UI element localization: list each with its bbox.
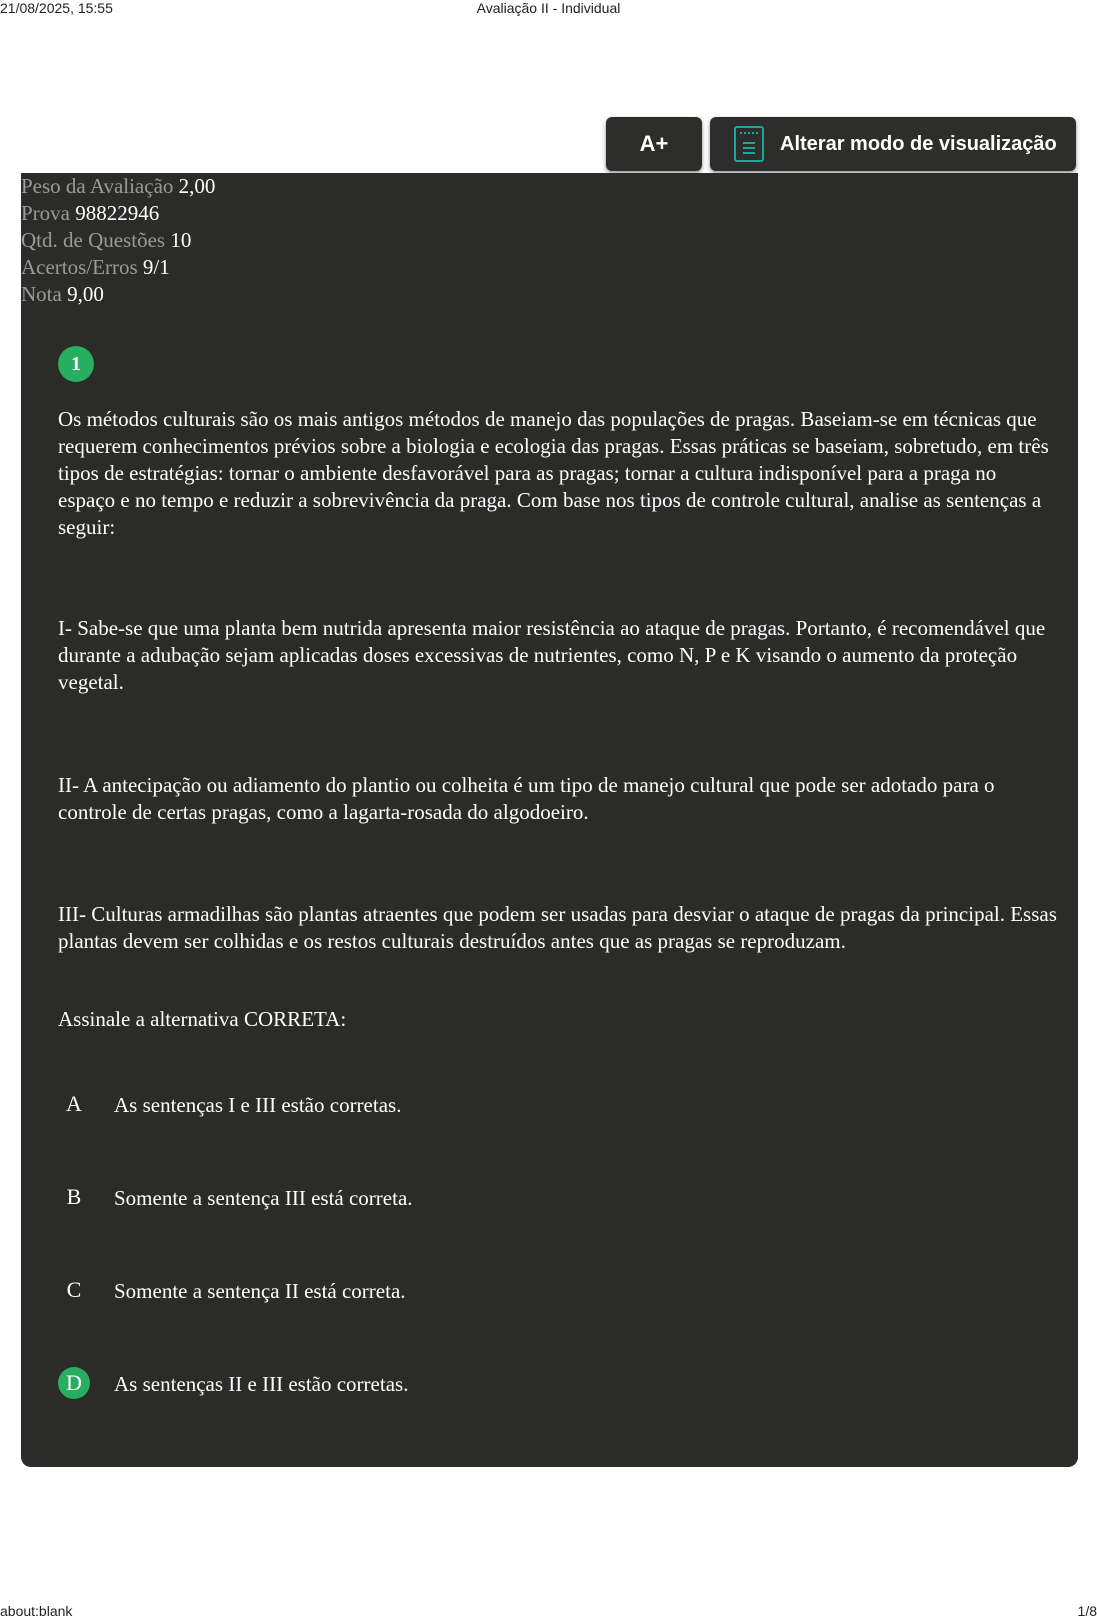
question-intro: Os métodos culturais são os mais antigos métodos de manejo das populações de pragas. Baseiam-se em técnicas que requerem conhecimentos prévios sobre a biologia e ecologia das pragas. Essas práticas se baseiam, sobretudo, em três tipos de estratégias: tornar o ambiente desfavorável para as pragas; tornar a cultura indisponível para a praga no espaço e no tempo e reduzir a sobrevivência da praga. Com base nos tipos de controle cultural, analise as sentenças a seguir: [58,407,1049,539]
option-d[interactable] [58,1367,1058,1407]
option-c[interactable] [58,1274,1058,1314]
exam-info-panel [21,173,1078,308]
view-mode-label: Alterar modo de visualização [780,132,1057,155]
print-page-number: 1/8 [1077,1603,1097,1619]
info-row [21,200,1078,227]
info-row [21,173,1078,200]
option-letter: B [66,1184,82,1209]
info-row [21,281,1078,308]
info-value: 9,00 [67,282,104,306]
option-b[interactable] [58,1181,1058,1221]
question-prompt: Assinale a alternativa CORRETA: [58,1007,347,1031]
option-text: As sentenças II e III estão corretas. [114,1372,409,1396]
info-row [21,227,1078,254]
info-label: Prova [21,201,70,225]
option-text: Somente a sentença III está correta. [114,1186,413,1210]
option-text: As sentenças I e III estão corretas. [114,1093,402,1117]
document-icon [734,126,764,162]
print-datetime: 21/08/2025, 15:55 [0,0,113,16]
increase-font-button[interactable]: A+ [606,117,702,171]
statement-ii: II- A antecipação ou adiamento do plantio ou colheita é um tipo de manejo cultural que pode ser adotado para o controle de certas pragas, como a lagarta-rosada do algodoeiro. [58,773,995,824]
info-value: 98822946 [75,201,160,225]
option-a[interactable] [58,1088,1058,1128]
print-header [0,0,1097,18]
option-letter: C [66,1277,82,1302]
info-value: 10 [170,228,192,252]
statement-i: I- Sabe-se que uma planta bem nutrida apresenta maior resistência ao ataque de pragas. Portanto, é recomendável que durante a adubação sejam aplicadas doses excessivas de nutrientes, como N, P e K visando o aumento da proteção vegetal. [58,616,1046,694]
question-number-badge: 1 [58,346,94,382]
print-url: about:blank [0,1603,73,1619]
print-footer [0,1603,1097,1621]
option-letter: A [66,1091,82,1116]
question-card [21,308,1078,1467]
info-value: 2,00 [178,174,216,198]
info-label: Acertos/Erros [21,255,138,279]
info-value: 9/1 [142,255,170,279]
statement-iii: III- Culturas armadilhas são plantas atraentes que podem ser usadas para desviar o ataque de pragas da principal. Essas plantas devem ser colhidas e os restos culturais destruídos antes que as pragas se reproduzam. [58,902,1057,953]
info-label: Nota [21,282,62,306]
toolbar [606,117,1076,171]
option-text: Somente a sentença II está correta. [114,1279,406,1303]
option-letter-selected: D [58,1367,90,1399]
change-view-mode-button[interactable] [710,117,1076,171]
print-title: Avaliação II - Individual [476,0,621,16]
info-label: Peso da Avaliação [21,174,174,198]
info-label: Qtd. de Questões [21,228,166,252]
info-row [21,254,1078,281]
